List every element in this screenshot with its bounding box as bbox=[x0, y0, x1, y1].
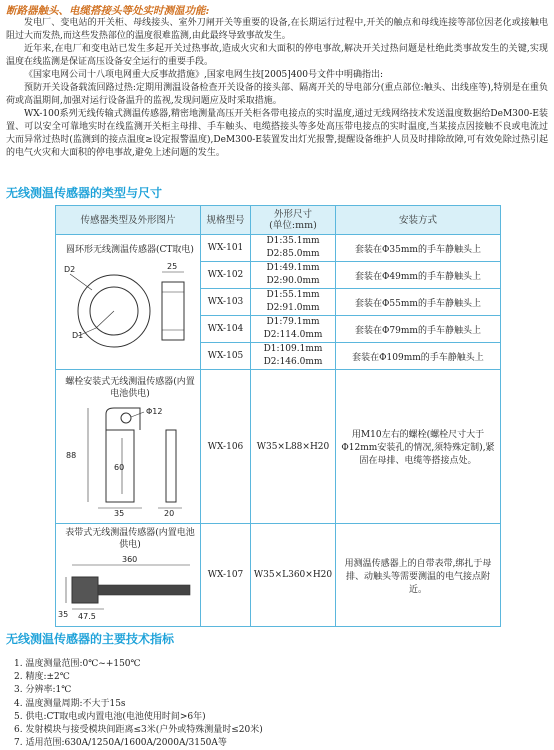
svg-text:35: 35 bbox=[58, 610, 69, 619]
section-title-types: 无线测温传感器的类型与尺寸 bbox=[6, 186, 163, 200]
list-item: 6. 发射模块与接受模块间距离≤3米(户外或特殊测量时≤20米) bbox=[14, 725, 263, 736]
intro-paragraph: 预防开关设备载流回路过热:定期用测温设备检查开关设备的接头部、隔离开关的导电部分(重点部位:触头、出线座等),特别是在重负荷或高温期间,加强对运行设备温升的监视,发现问题应及时采取措施。 bbox=[6, 83, 548, 106]
table-row bbox=[56, 524, 501, 627]
list-item: 4. 温度测量周期:不大于15s bbox=[14, 698, 126, 709]
intro-paragraph: 发电厂、变电站的开关柜、母线接头、室外刀闸开关等重要的设备,在长期运行过程中,开关的触点和母线连接等部位因老化或接触电阻过大而发热,而这些发热部位的温度很难监测,由此最终导致事故发生。 bbox=[6, 18, 548, 41]
bolt-sensor-cell bbox=[56, 370, 201, 524]
list-item: 1. 温度测量范围:0℃~+150℃ bbox=[14, 659, 141, 669]
list-item: 2. 精度:±2℃ bbox=[14, 672, 70, 683]
dims-cell: D1:109.1mm D2:146.0mm bbox=[251, 343, 336, 370]
svg-text:88: 88 bbox=[66, 450, 77, 460]
install-cell: 套装在Φ55mm的手车静触头上 bbox=[336, 289, 501, 316]
dims-cell: D1:55.1mm D2:91.0mm bbox=[251, 289, 336, 316]
svg-text:25: 25 bbox=[167, 261, 178, 271]
strap-sensor-label: 表带式无线测温传感器(内置电池供电) bbox=[65, 528, 195, 550]
install-cell: 套装在Φ35mm的手车静触头上 bbox=[336, 235, 501, 262]
intro-paragraph: 《国家电网公司十八项电网重大反事故措施》,国家电网生技[2005]400号文件中明确指出: bbox=[24, 70, 384, 80]
strap-sensor-cell bbox=[56, 524, 201, 627]
intro-paragraph: 近年来,在电厂和变电站已发生多起开关过热事故,造成火灾和大面积的停电事故,解决开关过热问题是杜绝此类事故发生的关键,实现温度在线监测是保证高压设备安全运行的重要手段。 bbox=[6, 44, 548, 67]
svg-text:47.5: 47.5 bbox=[78, 612, 96, 621]
section-title-specs: 无线测温传感器的主要技术指标 bbox=[6, 632, 175, 646]
header-dims-line2: (单位:mm) bbox=[269, 220, 317, 231]
spec-list bbox=[14, 658, 263, 750]
bolt-sensor-drawing-icon bbox=[58, 400, 201, 518]
intro-paragraph: WX-100系列无线传输式测温传感器,精密地测量高压开关柜各带电接点的实时温度,通过无线网络技术发送温度数据给DeM300-E装置、可以安全可靠地实时在线监测开关柜主母排、手车触头、电缆搭接头等多处高压带电接点的实时温度,当某接点因接触不良或电流过大而异常过热时(监测到的接点温度≥设定报警温度),DeM300-E装置发出灯光报警,提醒设备维护人员及时排除故障,可有效免除过热引起的电气火灾和大面积的停电事故,避免上述问题的发生。 bbox=[6, 109, 548, 158]
header-type-pic: 传感器类型及外形图片 bbox=[56, 206, 201, 235]
header-install: 安装方式 bbox=[336, 206, 501, 235]
dims-cell: D1:79.1mm D2:114.0mm bbox=[251, 316, 336, 343]
svg-text:360: 360 bbox=[122, 555, 138, 564]
table-row bbox=[56, 370, 501, 524]
svg-text:35: 35 bbox=[114, 508, 125, 518]
model-cell: WX-106 bbox=[201, 370, 251, 524]
ring-sensor-label: 圆环形无线测温传感器(CT取电) bbox=[66, 244, 194, 255]
header-dims bbox=[251, 206, 336, 235]
table-header-row bbox=[56, 206, 501, 235]
model-cell: WX-102 bbox=[201, 262, 251, 289]
svg-text:D1: D1 bbox=[72, 330, 84, 340]
svg-text:20: 20 bbox=[164, 508, 175, 518]
model-cell: WX-101 bbox=[201, 235, 251, 262]
model-cell: WX-103 bbox=[201, 289, 251, 316]
dims-cell: W35×L88×H20 bbox=[251, 370, 336, 524]
sensor-table bbox=[55, 205, 501, 627]
ring-sensor-cell bbox=[56, 235, 201, 370]
header-dims-line1: 外形尺寸 bbox=[273, 209, 312, 220]
strap-sensor-drawing-icon bbox=[58, 551, 201, 623]
list-item: 5. 供电:CT取电或内置电池(电池使用时间>6年) bbox=[14, 711, 206, 722]
svg-text:D2: D2 bbox=[64, 264, 76, 274]
list-item: 3. 分辨率:1℃ bbox=[14, 685, 72, 696]
install-cell: 用M10左右的螺栓(螺栓尺寸大于Φ12mm安装孔的情况,须特殊定制),紧固在母排、电缆等搭接点处。 bbox=[336, 370, 501, 524]
intro-text bbox=[6, 17, 548, 160]
model-cell: WX-104 bbox=[201, 316, 251, 343]
install-cell: 套装在Φ49mm的手车静触头上 bbox=[336, 262, 501, 289]
header-model: 规格型号 bbox=[201, 206, 251, 235]
page-title: 断路器触头、电缆搭接头等处实时测温功能: bbox=[6, 5, 210, 17]
install-cell: 套装在Φ109mm的手车静触头上 bbox=[336, 343, 501, 370]
table-row bbox=[56, 235, 501, 262]
model-cell: WX-105 bbox=[201, 343, 251, 370]
dims-cell: D1:35.1mm D2:85.0mm bbox=[251, 235, 336, 262]
ring-sensor-drawing-icon bbox=[58, 256, 201, 361]
install-cell: 用测温传感器上的自带表带,绑扎于母排、动触头等需要测温的电气接点附近。 bbox=[336, 524, 501, 627]
list-item: 7. 适用范围:630A/1250A/1600A/2000A/3150A等 bbox=[14, 738, 227, 749]
dims-cell: W35×L360×H20 bbox=[251, 524, 336, 627]
model-cell: WX-107 bbox=[201, 524, 251, 627]
install-cell: 套装在Φ79mm的手车静触头上 bbox=[336, 316, 501, 343]
svg-text:Φ12: Φ12 bbox=[146, 406, 163, 416]
svg-text:60: 60 bbox=[114, 462, 125, 472]
dims-cell: D1:49.1mm D2:90.0mm bbox=[251, 262, 336, 289]
bolt-sensor-label: 螺栓安装式无线测温传感器(内置电池供电) bbox=[65, 376, 195, 399]
